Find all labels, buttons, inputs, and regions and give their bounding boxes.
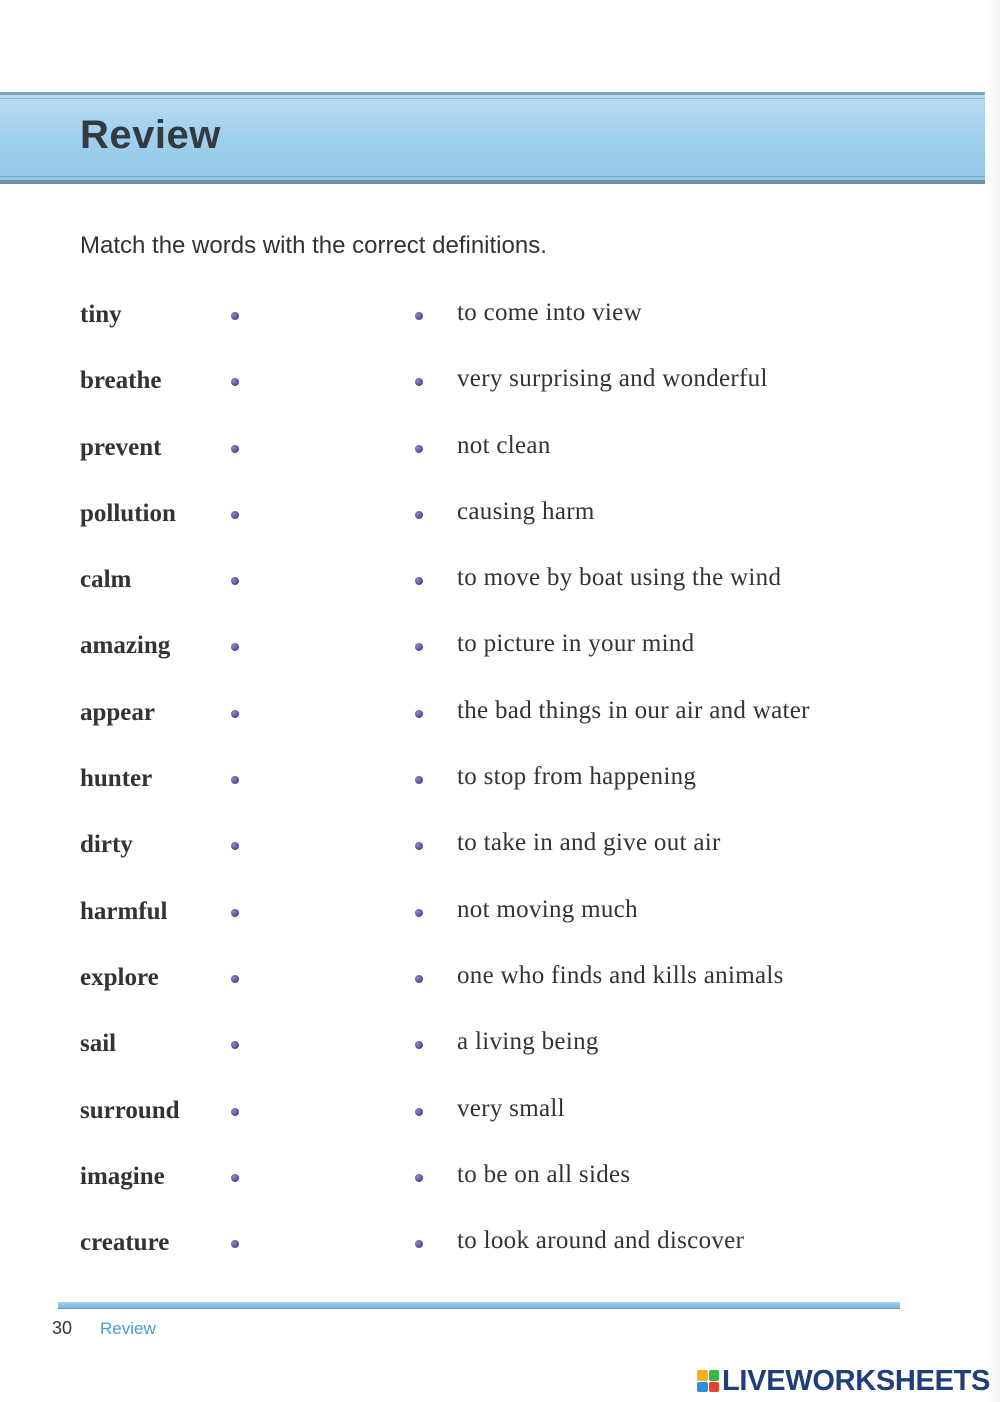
word-connector-dot[interactable] xyxy=(231,710,239,718)
definition-connector-dot[interactable] xyxy=(415,1041,423,1049)
match-word: harmful xyxy=(80,897,168,925)
match-row xyxy=(0,755,1000,821)
word-connector-dot[interactable] xyxy=(231,1174,239,1182)
match-word: creature xyxy=(80,1229,170,1257)
match-word: appear xyxy=(80,698,155,726)
brand-name: LIVEWORKSHEETS xyxy=(722,1364,991,1397)
match-definition: to move by boat using the wind xyxy=(457,564,782,592)
match-definition: to take in and give out air xyxy=(457,829,721,857)
match-word: amazing xyxy=(80,632,171,660)
match-word: calm xyxy=(80,566,132,594)
word-connector-dot[interactable] xyxy=(231,577,239,585)
word-connector-dot[interactable] xyxy=(231,643,239,651)
match-row xyxy=(0,424,1000,490)
word-connector-dot[interactable] xyxy=(231,378,239,386)
header-bar xyxy=(0,92,985,184)
definition-connector-dot[interactable] xyxy=(415,1240,423,1248)
match-word: sail xyxy=(80,1030,117,1058)
match-word: surround xyxy=(80,1096,180,1124)
definition-connector-dot[interactable] xyxy=(415,643,423,651)
match-row xyxy=(0,888,1000,954)
match-definition: to picture in your mind xyxy=(457,630,695,658)
match-row xyxy=(0,821,1000,887)
definition-connector-dot[interactable] xyxy=(415,909,423,917)
word-connector-dot[interactable] xyxy=(231,312,239,320)
match-word: tiny xyxy=(80,301,122,328)
match-definition: a living being xyxy=(457,1028,599,1056)
match-row xyxy=(0,1219,1000,1285)
instructions: Match the words with the correct definitions. xyxy=(80,232,547,259)
match-definition: to look around and discover xyxy=(457,1227,745,1255)
match-definition: not clean xyxy=(457,431,551,459)
footer-section-label: Review xyxy=(100,1319,156,1338)
page-title: Review xyxy=(80,113,221,157)
match-row xyxy=(0,291,1000,357)
definition-connector-dot[interactable] xyxy=(415,312,423,320)
matching-list xyxy=(0,291,1000,1285)
match-definition: to come into view xyxy=(457,299,642,326)
match-row xyxy=(0,689,1000,755)
definition-connector-dot[interactable] xyxy=(415,842,423,850)
word-connector-dot[interactable] xyxy=(231,842,239,850)
match-word: explore xyxy=(80,963,159,991)
match-row xyxy=(0,1020,1000,1086)
match-definition: to stop from happening xyxy=(457,763,697,791)
match-definition: causing harm xyxy=(457,497,595,525)
definition-connector-dot[interactable] xyxy=(415,710,423,718)
word-connector-dot[interactable] xyxy=(231,1108,239,1116)
match-definition: to be on all sides xyxy=(457,1160,631,1188)
word-connector-dot[interactable] xyxy=(231,909,239,917)
match-definition: one who finds and kills animals xyxy=(457,961,784,989)
definition-connector-dot[interactable] xyxy=(415,975,423,983)
definition-connector-dot[interactable] xyxy=(415,378,423,386)
header-line-bottom xyxy=(0,176,985,177)
match-row xyxy=(0,622,1000,688)
definition-connector-dot[interactable] xyxy=(415,1108,423,1116)
definition-connector-dot[interactable] xyxy=(415,511,423,519)
definition-connector-dot[interactable] xyxy=(415,577,423,585)
match-definition: not moving much xyxy=(457,895,638,923)
match-word: pollution xyxy=(80,499,176,527)
word-connector-dot[interactable] xyxy=(231,1041,239,1049)
match-row xyxy=(0,954,1000,1020)
match-definition: very small xyxy=(457,1094,565,1122)
match-row xyxy=(0,490,1000,556)
footer-rule xyxy=(58,1302,900,1309)
match-word: imagine xyxy=(80,1162,165,1190)
match-row xyxy=(0,357,1000,423)
word-connector-dot[interactable] xyxy=(231,1240,239,1248)
match-definition: the bad things in our air and water xyxy=(457,696,810,724)
match-word: dirty xyxy=(80,831,133,859)
match-word: prevent xyxy=(80,433,162,461)
definition-connector-dot[interactable] xyxy=(415,1174,423,1182)
brand-watermark xyxy=(697,1366,990,1396)
match-word: hunter xyxy=(80,765,153,793)
match-word: breathe xyxy=(80,367,162,395)
page-number: 30 xyxy=(52,1318,73,1338)
definition-connector-dot[interactable] xyxy=(415,445,423,453)
header-line-top xyxy=(0,98,985,99)
match-definition: very surprising and wonderful xyxy=(457,365,768,393)
match-row xyxy=(0,1153,1000,1219)
definition-connector-dot[interactable] xyxy=(415,776,423,784)
word-connector-dot[interactable] xyxy=(231,975,239,983)
match-row xyxy=(0,556,1000,622)
brand-logo-icon xyxy=(697,1370,719,1392)
word-connector-dot[interactable] xyxy=(231,511,239,519)
word-connector-dot[interactable] xyxy=(231,445,239,453)
word-connector-dot[interactable] xyxy=(231,776,239,784)
match-row xyxy=(0,1087,1000,1153)
